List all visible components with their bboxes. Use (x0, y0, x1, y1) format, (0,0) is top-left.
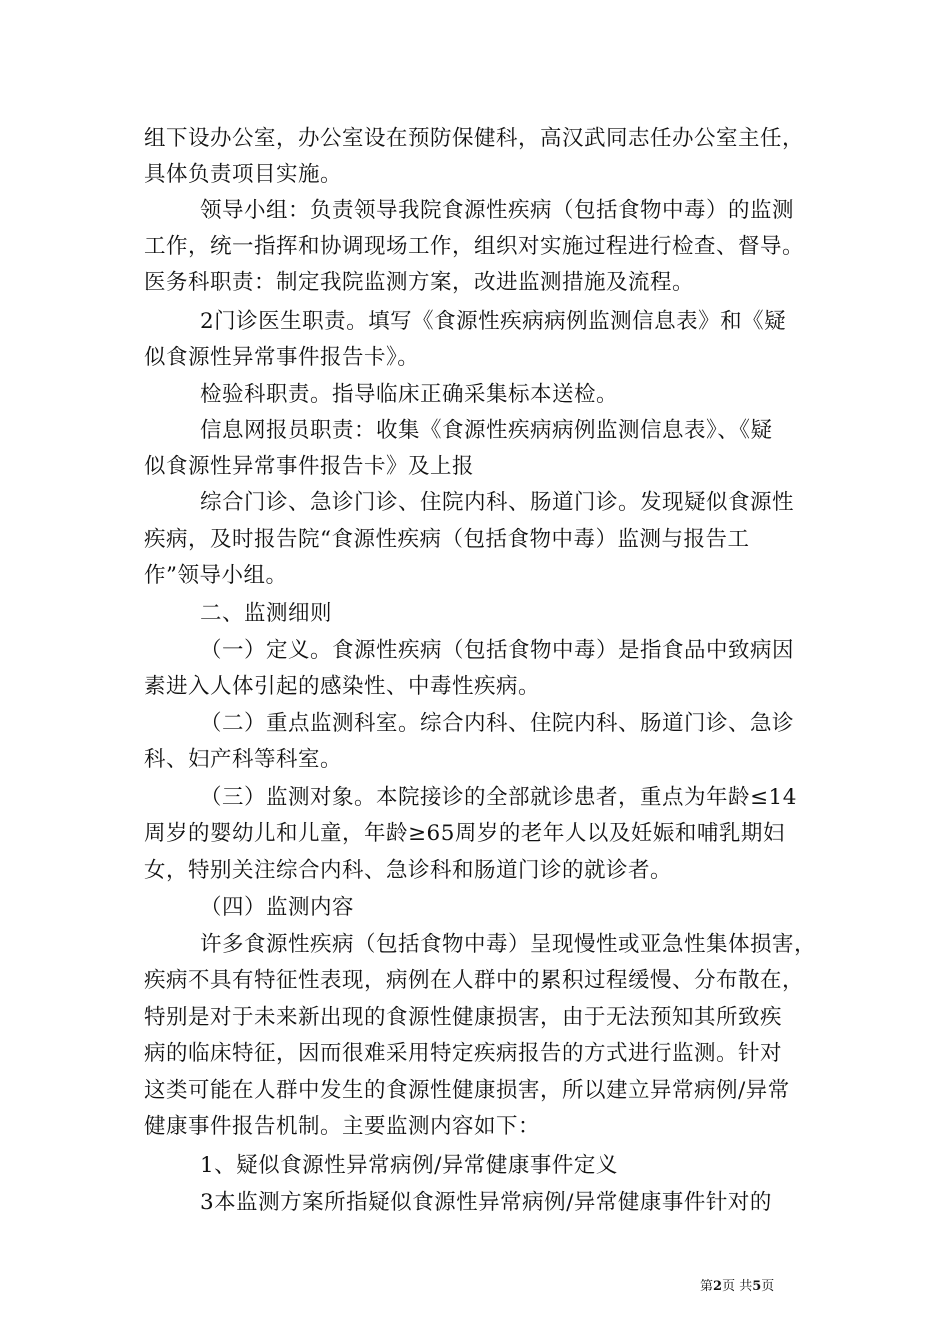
text-line: 素进入人体引起的感染性、中毒性疾病。 (144, 674, 541, 699)
text-line: 健康事件报告机制。主要监测内容如下： (144, 1114, 541, 1139)
text-line: 具体负责项目实施。 (144, 162, 343, 187)
text-line: 科、妇产科等科室。 (144, 747, 343, 772)
footer-prefix: 第 (700, 1279, 714, 1294)
footer-middle: 页 共 (722, 1279, 753, 1294)
text-line: 3本监测方案所指疑似食源性异常病例/异常健康事件针对的 (200, 1190, 772, 1215)
text-line: （一）定义。食源性疾病（包括食物中毒）是指食品中致病因 (200, 638, 795, 663)
current-page-number: 2 (713, 1279, 723, 1294)
total-pages-number: 5 (752, 1279, 762, 1294)
text-line: 周岁的婴幼儿和儿童，年龄≥65周岁的老年人以及妊娠和哺乳期妇 (144, 821, 785, 846)
subsection-heading: （四）监测内容 (200, 895, 355, 920)
section-heading: 二、监测细则 (200, 601, 333, 626)
text-line: 疾病，及时报告院“食源性疾病（包括食物中毒）监测与报告工 (144, 527, 750, 552)
text-line: 病的临床特征，因而很难采用特定疾病报告的方式进行监测。针对 (144, 1041, 783, 1066)
text-line: 医务科职责：制定我院监测方案，改进监测措施及流程。 (144, 270, 695, 295)
text-line: 这类可能在人群中发生的食源性健康损害，所以建立异常病例/异常 (144, 1078, 790, 1103)
text-line: 1、疑似食源性异常病例/异常健康事件定义 (200, 1153, 618, 1178)
text-line: 综合门诊、急诊门诊、住院内科、肠道门诊。发现疑似食源性 (200, 490, 795, 515)
text-line: （三）监测对象。本院接诊的全部就诊患者，重点为年龄≤14 (200, 785, 797, 810)
text-line: 特别是对于未来新出现的食源性健康损害，由于无法预知其所致疾 (144, 1005, 783, 1030)
text-line: 作”领导小组。 (144, 563, 288, 588)
text-line: 女，特别关注综合内科、急诊科和肠道门诊的就诊者。 (144, 858, 673, 883)
text-line: 信息网报员职责：收集《食源性疾病病例监测信息表》、《疑 (200, 418, 773, 443)
text-line: 疾病不具有特征性表现，病例在人群中的累积过程缓慢、分布散在， (144, 968, 805, 993)
text-line: 许多食源性疾病（包括食物中毒）呈现慢性或亚急性集体损害， (200, 932, 817, 957)
text-line: 组下设办公室，办公室设在预防保健科，高汉武同志任办公室主任， (144, 126, 805, 151)
text-line: 似食源性异常事件报告卡》及上报 (144, 454, 475, 479)
page-number-footer (700, 1278, 774, 1296)
text-line: 工作，统一指挥和协调现场工作，组织对实施过程进行检查、督导。 (144, 234, 805, 259)
text-line: 领导小组：负责领导我院食源性疾病（包括食物中毒）的监测 (200, 198, 795, 223)
footer-suffix: 页 (761, 1279, 775, 1294)
text-line: 2门诊医生职责。填写《食源性疾病病例监测信息表》和《疑 (200, 309, 787, 334)
text-line: 似食源性异常事件报告卡》。 (144, 345, 420, 370)
text-line: （二）重点监测科室。综合内科、住院内科、肠道门诊、急诊 (200, 711, 795, 736)
text-line: 检验科职责。指导临床正确采集标本送检。 (200, 382, 619, 407)
